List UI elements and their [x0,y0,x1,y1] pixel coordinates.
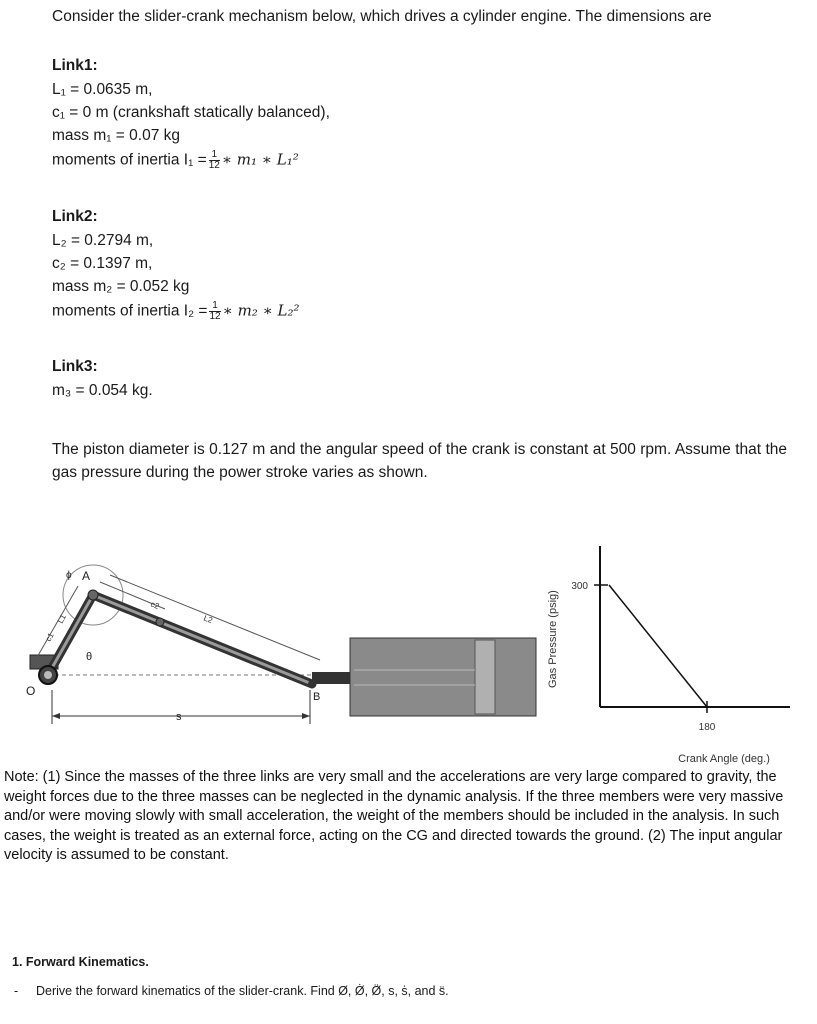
link2-inertia [52,301,300,322]
link3-mass: m₃ = 0.054 kg. [52,382,153,399]
link1-inertia [52,150,299,171]
joint-O-inner [44,671,52,679]
label-phi: ϕ [66,570,72,581]
slider-crank-diagram [0,520,545,730]
piston-head [475,640,495,714]
link2-inertia-formula: ∗ m₂ ∗ L₂² [222,301,300,320]
gas-pressure-chart [540,536,800,768]
connecting-rod-highlight [93,595,312,684]
chart-series-line [609,585,707,707]
label-A: A [82,569,91,583]
fraction-denominator: 12 [208,160,220,171]
link2-heading: Link2: [52,208,98,225]
link1-inertia-formula: ∗ m₁ ∗ L₁² [221,150,299,169]
cylinder-body [350,638,536,716]
joint-cg2 [156,618,164,626]
section-task: Derive the forward kinematics of the slider-crank. Find Ø, Ø̇, Ø̈, s, ṡ, and s̈. [36,984,449,998]
fraction-numerator: 1 [209,301,220,312]
section-bullet: - [14,984,19,998]
label-L1: L1 [55,612,68,625]
link2-length: L₂ = 0.2794 m, [52,232,154,249]
link2-inertia-label: moments of inertia I₂ = [52,302,208,320]
link1-heading: Link1: [52,57,98,74]
joint-A [88,590,98,600]
link2-mass: mass m₂ = 0.052 kg [52,278,190,295]
label-c1: c1 [43,631,56,643]
fraction-denominator: 12 [209,311,221,322]
link2-cg: c₂ = 0.1397 m, [52,255,153,272]
link1-inertia-label: moments of inertia I₁ = [52,151,207,169]
label-B: B [313,691,321,703]
link1-mass: mass m₁ = 0.07 kg [52,127,180,144]
s-arrow-right [302,713,310,719]
link3-heading: Link3: [52,358,98,375]
chart-ylabel: Gas Pressure (psig) [547,590,559,688]
link1-fraction [209,150,220,171]
intro-text: Consider the slider-crank mechanism below, which drives a cylinder engine. The dimensions are [52,8,712,25]
fraction-numerator: 1 [209,150,220,161]
note-paragraph: Note: (1) Since the masses of the three links are very small and the accelerations are very large compared to gravity, the weight forces due to the three masses can be neglected in the dynamic analysis. If the three members were very massive and/or were moving slowly with small acceleration, the weight of the members should be included in the analysis. In such cases, the weight is treated as an external force, acting on the CG and directed towards the ground. (2) The input angular velocity is assumed to be constant. [4,769,784,863]
chart-ytick-300: 300 [571,581,588,592]
label-c2: c2 [149,599,161,612]
piston-rod [312,672,354,684]
link2-fraction [209,301,220,322]
piston-paragraph: The piston diameter is 0.127 m and the angular speed of the crank is constant at 500 rpm. Assume that the gas pressure during the power stroke varies as shown. [52,441,787,481]
label-O: O [26,684,36,698]
label-L2: L2 [202,613,214,626]
s-arrow-left [52,713,60,719]
label-s: s [176,711,182,723]
label-theta: θ [86,651,93,663]
chart-xlabel: Crank Angle (deg.) [678,753,770,765]
section-title: 1. Forward Kinematics. [12,955,149,969]
chart-xtick-180: 180 [698,722,716,733]
link1-cg: c₁ = 0 m (crankshaft statically balanced), [52,104,330,121]
link1-length: L₁ = 0.0635 m, [52,81,153,98]
